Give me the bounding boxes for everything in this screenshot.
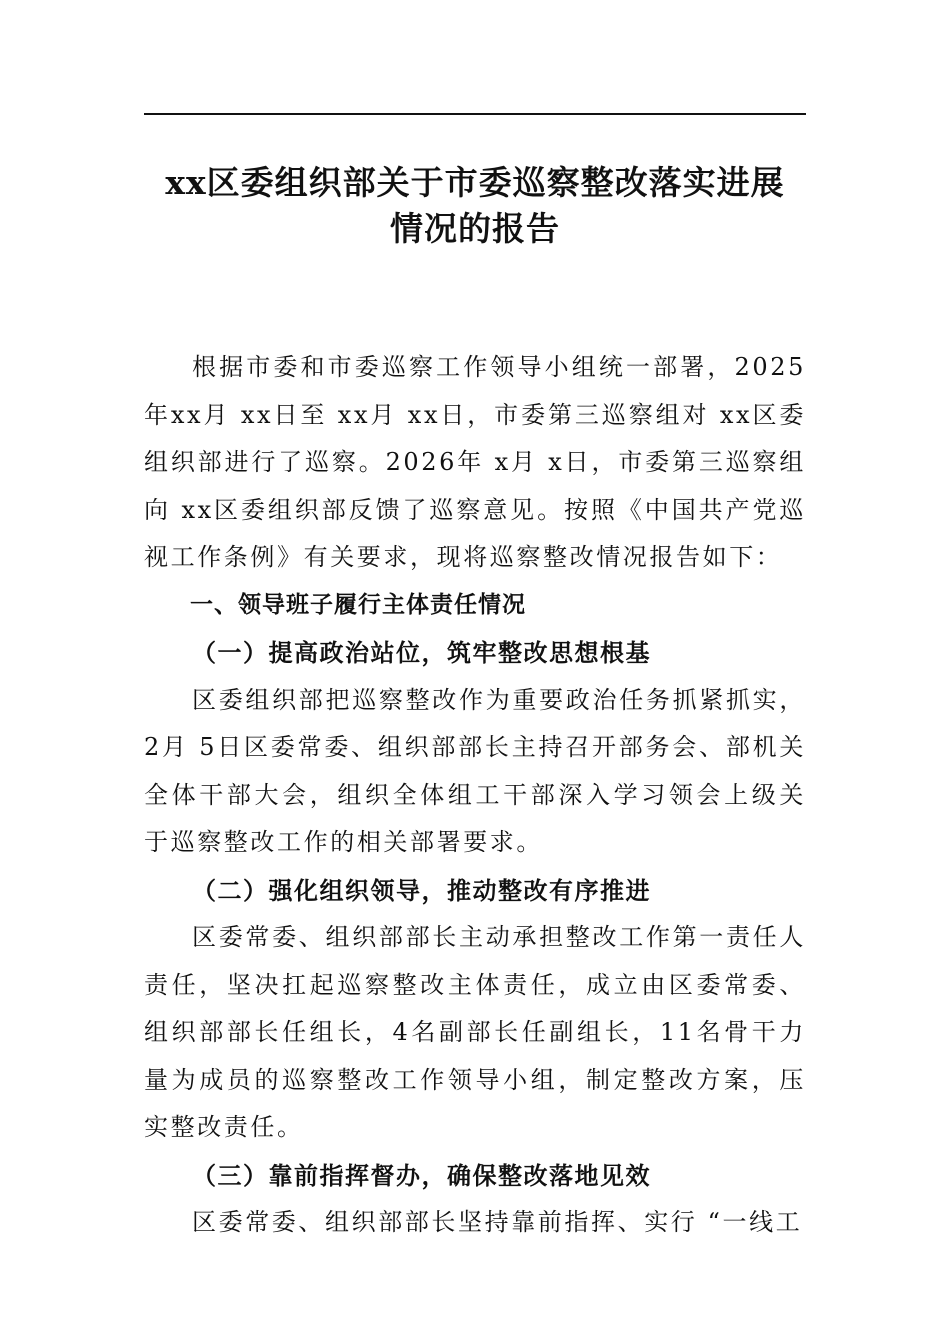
paragraph-1: 区委组织部把巡察整改作为重要政治任务抓紧抓实，2月 5日区委常委、组织部部长主持召开部务会、部机关全体干部大会，组织全体组工干部深入学习领会上级关于巡察整改工作的相关部署要求。 [144, 685, 806, 856]
section-heading-1: 一、领导班子履行主体责任情况 [190, 591, 526, 618]
paragraph-3: 区委常委、组织部部长坚持靠前指挥、实行 “一线工 [192, 1208, 803, 1236]
paragraph-intro: 根据市委和市委巡察工作领导小组统一部署，2025年xx月 xx日至 xx月 xx日，市委第三巡察组对 xx区委组织部进行了巡察。2026年 x月 x日，市委第三巡察组向 xx区委组织部反馈了巡察意见。按照《中国共产党巡视工作条例》有关要求，现将巡察整改情况报告如下： [144, 353, 806, 571]
title-line-1: xx区委组织部关于市委巡察整改落实进展 [165, 163, 785, 202]
subsection-heading-1: （一）提高政治站位，筑牢整改思想根基 [192, 638, 651, 667]
title-line-2: 情况的报告 [390, 209, 560, 248]
header-rule [144, 113, 806, 115]
document-body [144, 344, 806, 1247]
document-title [144, 160, 806, 252]
paragraph-2: 区委常委、组织部部长主动承担整改工作第一责任人责任，坚决扛起巡察整改主体责任，成立由区委常委、组织部部长任组长，4名副部长任副组长，11名骨干力量为成员的巡察整改工作领导小组，制定整改方案，压实整改责任。 [144, 923, 806, 1141]
subsection-heading-2: （二）强化组织领导，推动整改有序推进 [192, 875, 651, 905]
subsection-heading-3: （三）靠前指挥督办，确保整改落地见效 [192, 1160, 651, 1190]
